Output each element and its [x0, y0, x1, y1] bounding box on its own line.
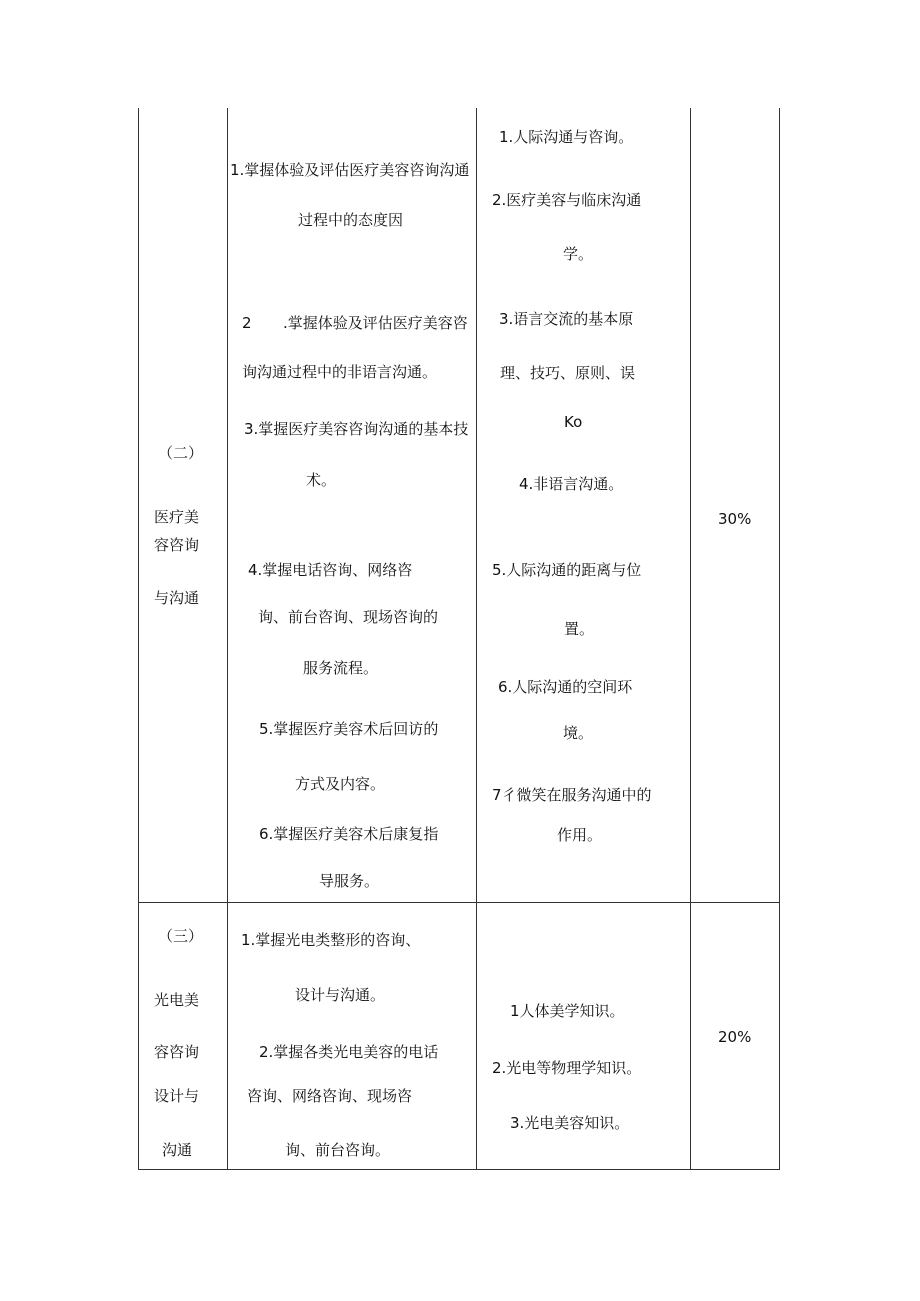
row2-objective-line: 2.掌握各类光电美容的电话	[259, 1043, 439, 1061]
column-divider-2	[476, 108, 477, 1170]
row1-objective-line: 过程中的态度因	[298, 211, 404, 229]
row1-category-number: （二）	[158, 444, 204, 462]
row1-objective-line: 2	[242, 314, 252, 332]
row1-objective-line: 术。	[306, 471, 337, 489]
row2-category-number: （三）	[158, 927, 204, 945]
row1-content-line: 1.人际沟通与咨询。	[499, 128, 634, 146]
row1-content-line: 4.非语言沟通。	[519, 475, 624, 493]
row1-content-line: 学。	[563, 245, 594, 263]
row-divider	[138, 902, 780, 903]
row1-objective-line: 导服务。	[319, 872, 380, 890]
row1-objective-line: 4.掌握电话咨询、网络咨	[248, 561, 413, 579]
row1-objective-line: 6.掌握医疗美容术后康复指	[259, 825, 439, 843]
row2-objective-line: 咨询、网络咨询、现场咨	[247, 1087, 413, 1105]
row1-objective-line: .掌握体验及评估医疗美容咨	[283, 314, 468, 332]
row1-content-line: 理、技巧、原则、误	[500, 364, 636, 382]
row2-weight: 20%	[718, 1028, 752, 1046]
row2-objective-line: 1.掌握光电类整形的咨询、	[241, 931, 421, 949]
row1-objective-line: 方式及内容。	[295, 775, 386, 793]
table-border-left	[138, 108, 139, 1170]
row1-content-line: 3.语言交流的基本原	[499, 310, 634, 328]
row2-objective-line: 设计与沟通。	[295, 986, 386, 1004]
column-divider-1	[227, 108, 228, 1170]
row2-objective-line: 询、前台咨询。	[285, 1141, 391, 1159]
column-divider-3	[690, 108, 691, 1170]
row1-content-line: 6.人际沟通的空间环	[498, 678, 633, 696]
row1-objective-line: 询、前台咨询、现场咨询的	[258, 608, 439, 626]
row2-category-line: 设计与	[154, 1087, 200, 1105]
row1-content-line: Ko	[564, 413, 583, 431]
row1-objective-line: 3.掌握医疗美容咨询沟通的基本技	[244, 420, 469, 438]
row1-objective-line: 服务流程。	[303, 659, 379, 677]
row2-content-line: 3.光电美容知识。	[510, 1114, 630, 1132]
row2-content-line: 2.光电等物理学知识。	[492, 1059, 642, 1077]
row1-category-line: 医疗美	[154, 508, 200, 526]
row1-weight: 30%	[718, 510, 752, 528]
table-border-bottom	[138, 1169, 780, 1170]
row1-content-line: 7彳微笑在服务沟通中的	[492, 786, 652, 804]
row2-category-line: 沟通	[162, 1141, 193, 1159]
row1-content-line: 境。	[563, 724, 594, 742]
row1-content-line: 作用。	[557, 826, 603, 844]
row1-content-line: 5.人际沟通的距离与位	[492, 561, 642, 579]
row1-objective-line: 5.掌握医疗美容术后回访的	[259, 720, 439, 738]
row2-category-line: 光电美	[154, 991, 200, 1009]
row1-category-line: 与沟通	[154, 589, 200, 607]
row2-category-line: 容咨询	[154, 1043, 200, 1061]
row1-objective-line: 1.掌握体验及评估医疗美容咨询沟通	[230, 161, 470, 179]
table-border-right	[779, 108, 780, 1170]
row2-content-line: 1人体美学知识。	[510, 1002, 625, 1020]
row1-objective-line: 询沟通过程中的非语言沟通。	[242, 363, 438, 381]
row1-content-line: 2.医疗美容与临床沟通	[492, 191, 642, 209]
row1-category-line: 容咨询	[154, 536, 200, 554]
row1-content-line: 置。	[564, 620, 595, 638]
